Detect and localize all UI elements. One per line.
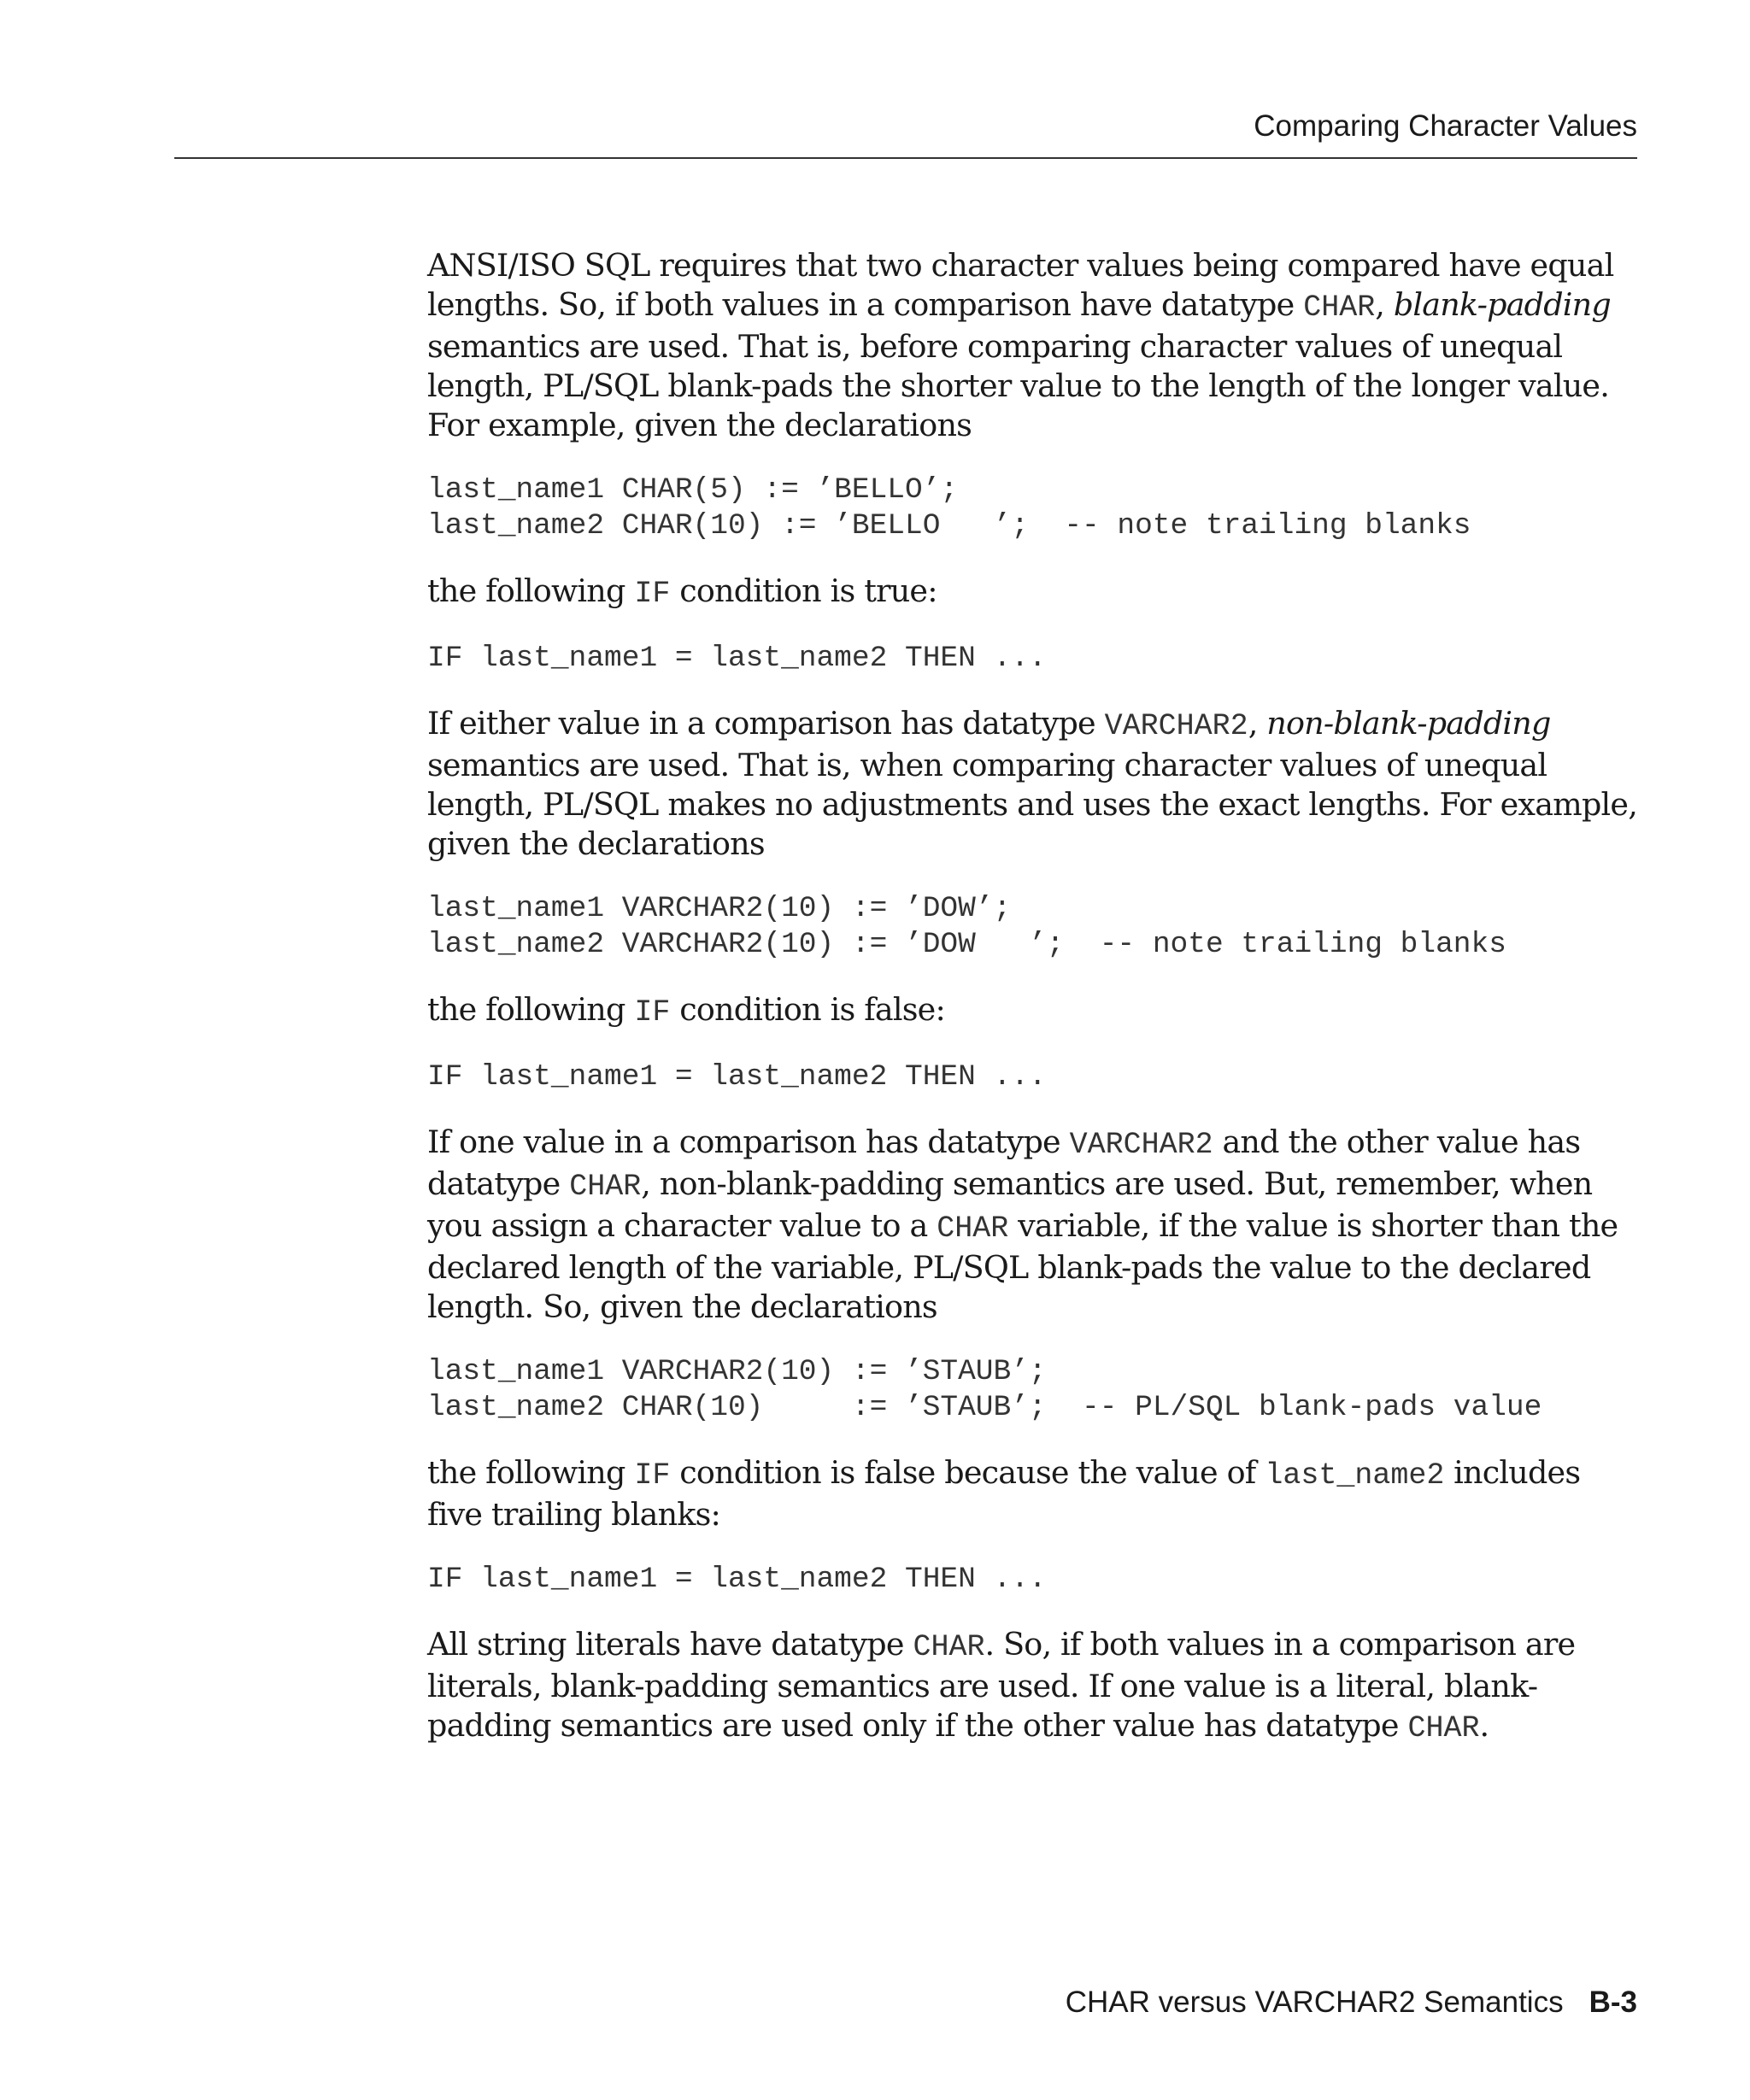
inline-code: CHAR bbox=[1303, 290, 1376, 325]
chapter-title: CHAR versus VARCHAR2 Semantics bbox=[1065, 1986, 1564, 2019]
text-run: includes five trailing blanks: bbox=[427, 1454, 1581, 1533]
inline-code: CHAR bbox=[937, 1211, 1009, 1246]
text-run: All string literals have datatype bbox=[427, 1626, 913, 1663]
code-block-char-declarations: last_name1 CHAR(5) := ’BELLO’; last_name2 CHAR(10) := ’BELLO ’; -- note trailing blanks bbox=[427, 473, 1471, 543]
text-run: the following bbox=[427, 991, 635, 1028]
text-run: semantics are used. That is, when comparing character values of unequal length, PL/SQL makes no adjustments and uses the exact lengths. For example, given the declarations bbox=[427, 747, 1638, 862]
text-run: semantics are used. That is, before comparing character values of unequal length, PL/SQL blank-pads the shorter value to the length of the longer value. For example, given the declarations bbox=[427, 328, 1610, 443]
inline-code: last_name2 bbox=[1265, 1458, 1445, 1493]
code-block-varchar2-declarations: last_name1 VARCHAR2(10) := ’DOW’; last_name2 VARCHAR2(10) := ’DOW ’; -- note trailing blanks bbox=[427, 892, 1506, 961]
code-block-if-condition: IF last_name1 = last_name2 THEN ... bbox=[427, 642, 1047, 675]
paragraph-mixed-datatypes bbox=[427, 1123, 1641, 1327]
text-run: , bbox=[1375, 286, 1394, 323]
inline-code: IF bbox=[634, 577, 671, 611]
code-block-if-condition: IF last_name1 = last_name2 THEN ... bbox=[427, 1563, 1047, 1596]
inline-code: VARCHAR2 bbox=[1069, 1128, 1213, 1162]
text-run: If one value in a comparison has datatype bbox=[427, 1123, 1070, 1160]
paragraph-non-blank-padding bbox=[427, 704, 1641, 864]
inline-code: CHAR bbox=[569, 1170, 642, 1204]
emphasis-term: blank-padding bbox=[1393, 286, 1611, 323]
text-run: condition is false because the value of bbox=[670, 1454, 1266, 1491]
text-run: variable, if the value is shorter than the declared length of the variable, PL/SQL blank-pads the value to the declared length. So, given the declarations bbox=[427, 1207, 1618, 1325]
paragraph-string-literals bbox=[427, 1625, 1641, 1748]
code-block-if-condition: IF last_name1 = last_name2 THEN ... bbox=[427, 1060, 1047, 1094]
inline-code: CHAR bbox=[1407, 1711, 1480, 1745]
text-run: condition is true: bbox=[670, 572, 937, 609]
emphasis-term: non-blank-padding bbox=[1266, 705, 1551, 742]
text-run: the following bbox=[427, 572, 635, 609]
text-run: condition is false: bbox=[670, 991, 945, 1028]
text-run: and the other value has datatype bbox=[427, 1123, 1581, 1202]
paragraph-condition-false bbox=[427, 990, 1641, 1032]
text-run: the following bbox=[427, 1454, 635, 1491]
inline-code: IF bbox=[634, 995, 671, 1029]
running-footer bbox=[1066, 1986, 1637, 2020]
inline-code: VARCHAR2 bbox=[1104, 709, 1248, 743]
inline-code: CHAR bbox=[913, 1630, 985, 1664]
page-number: B-3 bbox=[1589, 1986, 1637, 2019]
text-run: , bbox=[1248, 705, 1267, 742]
text-run: , non-blank-padding semantics are used. But, remember, when you assign a character value to a bbox=[427, 1165, 1593, 1244]
running-header bbox=[174, 106, 1637, 159]
text-run: ANSI/ISO SQL requires that two character values being compared have equal lengths. So, if both values in a comparison have datatype bbox=[427, 247, 1614, 323]
page-body bbox=[427, 246, 1641, 1775]
text-run: . So, if both values in a comparison are literals, blank-padding semantics are used. If one value is a literal, blank-padding semantics are used only if the other value has datatype bbox=[427, 1626, 1576, 1744]
paragraph-ansi-blank-padding bbox=[427, 246, 1641, 445]
paragraph-condition-true bbox=[427, 572, 1641, 613]
paragraph-five-trailing-blanks bbox=[427, 1453, 1641, 1534]
section-title: Comparing Character Values bbox=[1254, 109, 1637, 143]
inline-code: IF bbox=[634, 1458, 671, 1493]
text-run: If either value in a comparison has datatype bbox=[427, 705, 1105, 742]
text-run: . bbox=[1479, 1707, 1489, 1744]
code-block-mixed-declarations: last_name1 VARCHAR2(10) := ’STAUB’; last_name2 CHAR(10) := ’STAUB’; -- PL/SQL blank-pads value bbox=[427, 1355, 1542, 1424]
